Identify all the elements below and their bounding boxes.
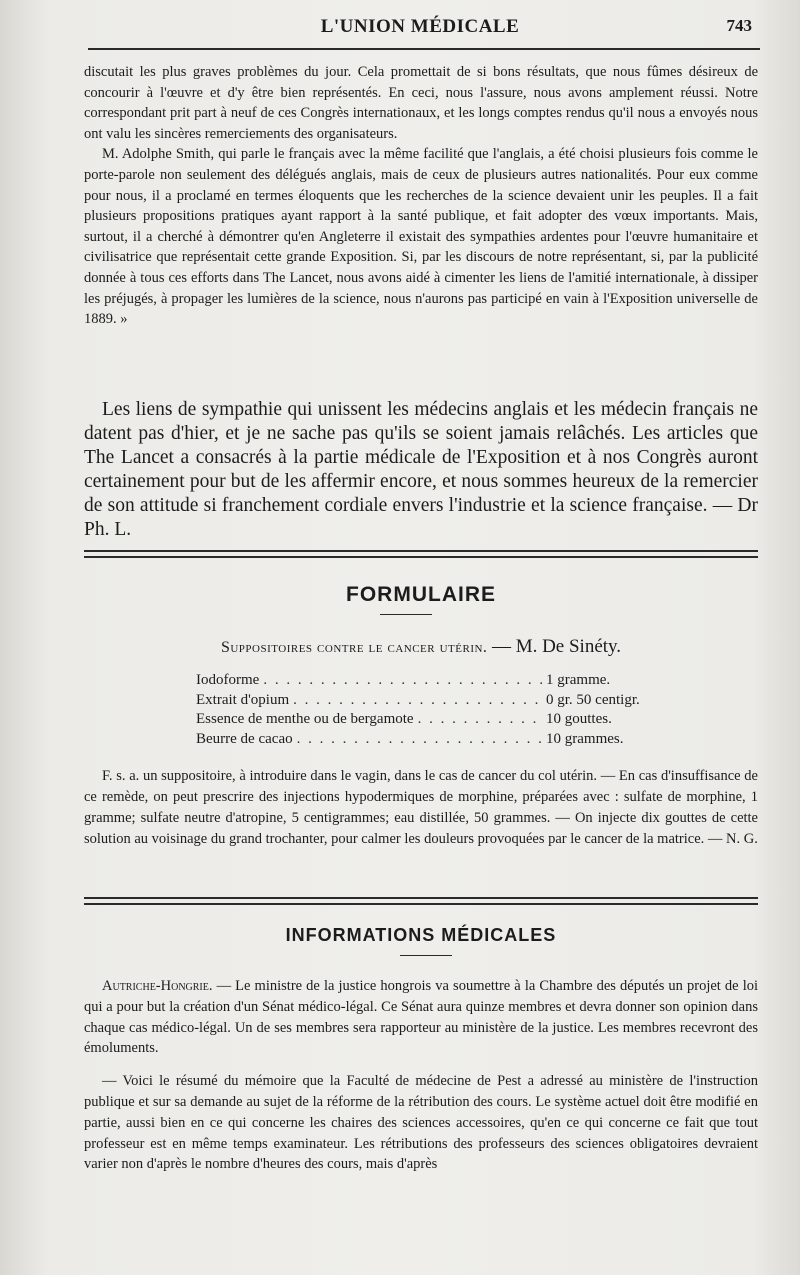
ingredient-name: Beurre de cacao: [196, 730, 293, 747]
leader-dots: [263, 671, 542, 691]
ingredient-quantity: 10 gouttes.: [546, 711, 612, 727]
ingredient-quantity: 1 gramme.: [546, 672, 611, 688]
recipe-name: Suppositoires contre le cancer utérin.: [220, 639, 488, 656]
recipe-title: [84, 636, 758, 658]
heading-underline: [400, 955, 452, 956]
ingredient-name: Extrait d'opium: [196, 691, 290, 708]
recipe-author: — M. De Sinéty.: [491, 636, 622, 657]
recipe-instructions: [84, 766, 758, 850]
ingredient-quantity: 0 gr. 50 centigr.: [546, 691, 640, 708]
ingredient-name: Essence de menthe ou de bergamote: [196, 711, 414, 727]
instructions-text: F. s. a. un suppositoire, à introduire dans le vagin, dans le cas de cancer du col utérin. — En cas d'insuffisance de ce remède, on peut prescrire des injections hypodermiques de morphine, préparées avec : sulfate de morphine, 1 gramme; sulfate neutre d'atropine, 5 centigrammes; eau distillée, 50 grammes. — On injecte dix gouttes de cette solution au voisinage du grand trochanter, pour calmer les douleurs provoquées par le cancer de la matrice. — N. G.: [84, 768, 758, 847]
editorial-text: Les liens de sympathie qui unissent les médecins anglais et les médecin français ne datent pas d'hier, et je ne sache pas qu'ils se soient jamais relâchés. Les articles que The Lancet a consacrés à la partie médicale de l'Exposition et à nos Congrès auront certainement pour but de les affermir encore, et nous sommes heureux de la remercier de son attitude si franchement cordiale envers l'industrie et la science française. — Dr Ph. L.: [84, 399, 758, 540]
ingredient-quantity: 10 grammes.: [546, 730, 624, 747]
section-divider: [84, 897, 758, 905]
quoted-letter: [84, 62, 758, 330]
leader-dots: [297, 730, 542, 750]
news-column: [84, 976, 758, 1175]
quote-paragraph: M. Adolphe Smith, qui parle le français avec la même facilité que l'anglais, a été choisi plusieurs fois comme le porte-parole non seulement des délégués anglais, mais de ceux de plusieurs autres nationalités. Pour eux comme pour nous, il a proclamé en termes éloquents que les recherches de la science devaient unir les peuples. Il a fait plusieurs propositions pratiques ayant rapport à la santé publique, et fait adopter des vœux importants. Mais, surtout, il a cherché à démontrer qu'en Angleterre il existait des sympathies ardentes pour l'œuvre humanitaire et civilisatrice que représentait cette grande Exposition. Si, par les discours de notre représentant, si, par la publicité donnée à tous ces efforts dans The Lancet, nous avons aidé à cimenter les liens de l'amitié internationale, à dissiper les préjugés, à propager les lumières de la science, nous n'aurons pas participé en vain à l'Exposition universelle de 1889. »: [84, 146, 758, 328]
leader-dots: [293, 691, 542, 711]
news-paragraph: — Voici le résumé du mémoire que la Faculté de médecine de Pest a adressé au ministère de l'instruction publique et sur sa demande au sujet de la réforme de la rétribution des cours. Le système actuel doit être modifié en partie, aussi bien en ce qui concerne les chaires des sciences accessoires, qu'en ce qui concerne ce fait que tout professeur est en même temps examinateur. Les rétributions des professeurs des sciences obligatoires devraient varier non d'après le nombre d'heures des cours, mais d'après: [84, 1073, 758, 1173]
news-paragraph: [84, 976, 758, 1059]
quote-paragraph: discutait les plus graves problèmes du jour. Cela promettait de si bons résultats, que nous fûmes désireux de concourir à l'œuvre et d'y être bien représentés. En ceci, nous l'assure, nous avons amplement réussi. Notre correspondant prit part à neuf de ces Congrès internationaux, et les longs comptes rendus qu'il nous a envoyés nous ont valu les sincères remerciements des organisateurs.: [84, 64, 758, 142]
page-number: 743: [726, 16, 752, 35]
informations-heading: INFORMATIONS MÉDICALES: [285, 925, 557, 945]
ingredient-row: [196, 691, 696, 711]
section-divider: [84, 550, 758, 558]
news-text: — Le ministre de la justice hongrois va soumettre à la Chambre des députés un projet de loi qui a pour but la création d'un Sénat médico-légal. Ce Sénat aura quinze membres et devra donner son opinion dans chaque cas médico-légal. Un de ses membres sera rapporteur au ministère de la justice. Les membres recevront des émoluments.: [84, 978, 758, 1057]
ingredient-name: Iodoforme: [196, 672, 260, 688]
editorial-paragraph: [84, 398, 758, 542]
ingredient-row: [196, 671, 696, 691]
country-label: Autriche-Hongrie.: [102, 978, 213, 994]
ingredient-row: [196, 730, 696, 750]
running-title: L'UNION MÉDICALE: [320, 16, 520, 37]
leader-dots: [418, 710, 542, 730]
ingredient-list: [196, 671, 696, 749]
header-rule: [88, 48, 760, 50]
formulaire-heading: FORMULAIRE: [346, 583, 496, 606]
ingredient-row: [196, 710, 696, 730]
page-header: [88, 14, 752, 46]
heading-underline: [380, 614, 432, 615]
